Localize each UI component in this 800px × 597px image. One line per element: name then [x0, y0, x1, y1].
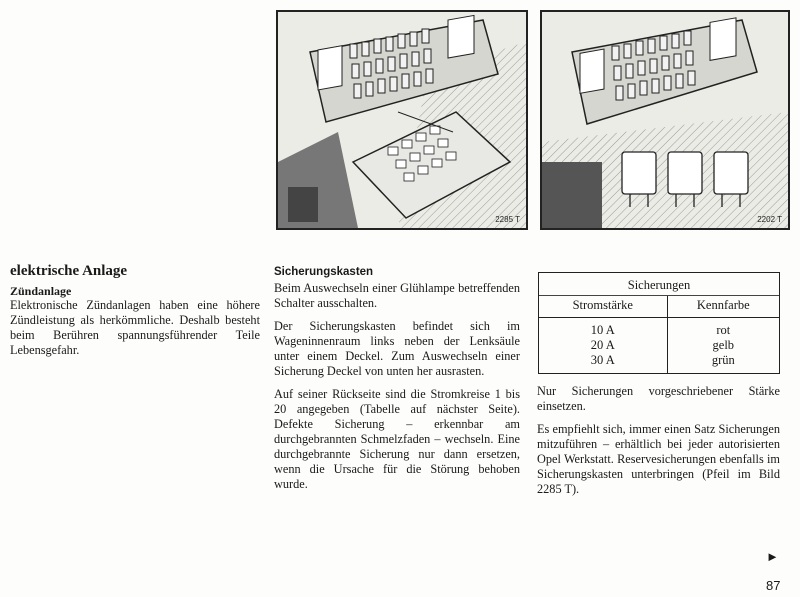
table-row [539, 353, 779, 373]
table-title: Sicherungen [539, 273, 779, 296]
table-cell: gelb [712, 338, 735, 352]
fuse-notes [537, 384, 780, 505]
column-header: Stromstärke [539, 296, 667, 318]
table-cell: 20 A [539, 338, 667, 353]
ignition-paragraph: Elektronische Zündanlagen haben eine höhere Zündleistung als herkömmliche. Deshalb besteht beim Berühren spannungsführender Teile Lebensgefahr. [10, 298, 260, 357]
fuse-box-heading: Sicherungskasten [274, 266, 374, 278]
paragraph: Es empfiehlt sich, immer einen Satz Sicherungen mitzuführen – erhältlich bei jeder autorisierten Opel Werkstatt. Reservesicherungen ebenfalls im Sicherungskasten unterbringen (Pfeil im Bild 2285 T). [537, 422, 780, 496]
fuse-table [538, 272, 780, 374]
table-row [539, 338, 779, 353]
section-heading: elektrische Anlage [10, 263, 128, 279]
spare-fuses-illustration [542, 12, 788, 228]
figure-spare-fuses [540, 10, 790, 230]
page-number: 87 [766, 578, 781, 593]
fuse-box-section [274, 265, 520, 500]
table-cell: 30 A [539, 353, 667, 373]
paragraph: Auf seiner Rückseite sind die Stromkreise 1 bis 20 angegeben (Tabelle auf nächster Seite). Defekte Sicherung – erkennbar am durchgebrannten Schmelzfaden – wechseln. Eine durchgebrannte Sicherung nur dann ersetzen, wenn die Ursache für die Störung behoben wurde. [274, 387, 520, 491]
figure-code: 2285 T [495, 215, 520, 224]
table-cell: grün [711, 353, 735, 367]
next-page-arrow-icon: ► [766, 549, 779, 564]
fuse-box-illustration [278, 12, 526, 228]
column-header: Kennfarbe [667, 296, 779, 318]
table-cell: rot [716, 323, 731, 337]
paragraph: Beim Auswechseln einer Glühlampe betreffenden Schalter ausschalten. [274, 281, 520, 310]
figure-fuse-box-open [276, 10, 528, 230]
table-row [539, 318, 779, 339]
table-cell: 10 A [539, 318, 667, 339]
paragraph: Der Sicherungskasten befindet sich im Wageninnenraum links neben der Lenksäule unter einem Deckel. Zum Auswechseln einer Sicherung Deckel von unten her ausrasten. [274, 319, 520, 378]
figure-code: 2202 T [757, 215, 782, 224]
paragraph: Nur Sicherungen vorgeschriebener Stärke einsetzen. [537, 384, 780, 413]
subsection-heading: Zündanlage [10, 284, 72, 298]
